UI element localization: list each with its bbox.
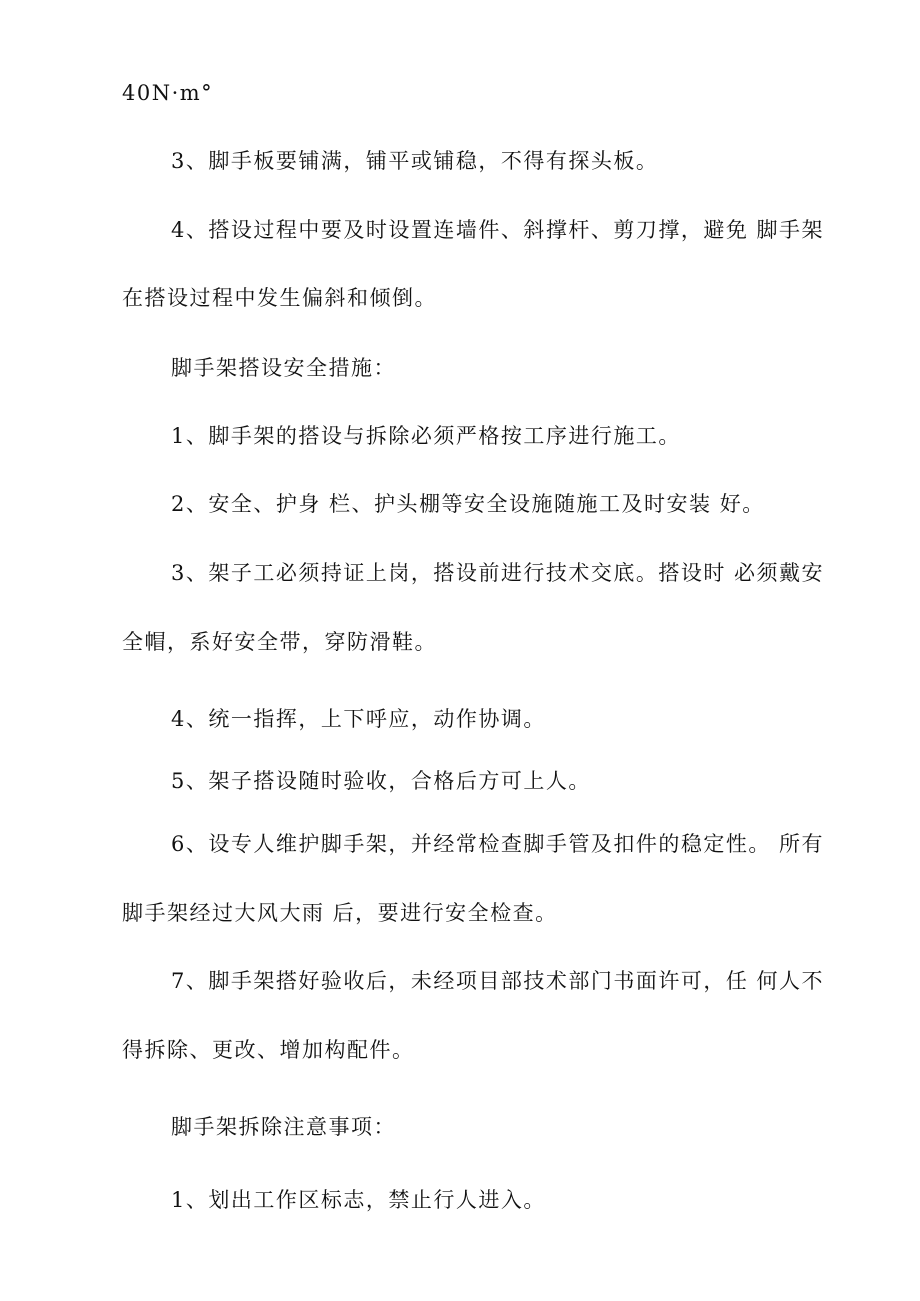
text-line-dismantling-1: 1、划出工作区标志，禁止行人进入。 bbox=[171, 1188, 546, 1212]
text-line-item-4-continued: 在搭设过程中发生偏斜和倾倒。 bbox=[122, 286, 437, 310]
text-line-measure-4: 4、统一指挥，上下呼应，动作协调。 bbox=[171, 707, 546, 731]
text-line-measure-2: 2、安全、护身 栏、护头棚等安全设施随施工及时安装 好。 bbox=[171, 492, 765, 516]
text-line-measure-3: 3、架子工必须持证上岗，搭设前进行技术交底。搭设时 必须戴安 bbox=[171, 561, 825, 585]
section-heading-dismantling-notes: 脚手架拆除注意事项： bbox=[171, 1115, 396, 1139]
text-line-item-3-planks: 3、脚手板要铺满，铺平或铺稳，不得有探头板。 bbox=[171, 149, 659, 173]
text-line-measure-7-continued: 得拆除、更改、增加构配件。 bbox=[122, 1038, 415, 1062]
text-line-item-4-bracing: 4、搭设过程中要及时设置连墙件、斜撑杆、剪刀撑，避免 脚手架 bbox=[171, 218, 825, 242]
text-line-measure-6-continued: 脚手架经过大风大雨 后，要进行安全检查。 bbox=[122, 901, 558, 925]
text-line-measure-7: 7、脚手架搭好验收后，未经项目部技术部门书面许可，任 何人不 bbox=[171, 969, 825, 993]
text-line-measure-1: 1、脚手架的搭设与拆除必须严格按工序进行施工。 bbox=[171, 424, 681, 448]
text-line-measure-6: 6、设专人维护脚手架，并经常检查脚手管及扣件的稳定性。 所有 bbox=[171, 832, 825, 856]
text-line-measure-3-continued: 全帽，系好安全带，穿防滑鞋。 bbox=[122, 630, 437, 654]
text-line-torque-value: 40N·m° bbox=[122, 81, 214, 105]
section-heading-safety-measures: 脚手架搭设安全措施： bbox=[171, 356, 396, 380]
text-line-measure-5: 5、架子搭设随时验收，合格后方可上人。 bbox=[171, 769, 591, 793]
